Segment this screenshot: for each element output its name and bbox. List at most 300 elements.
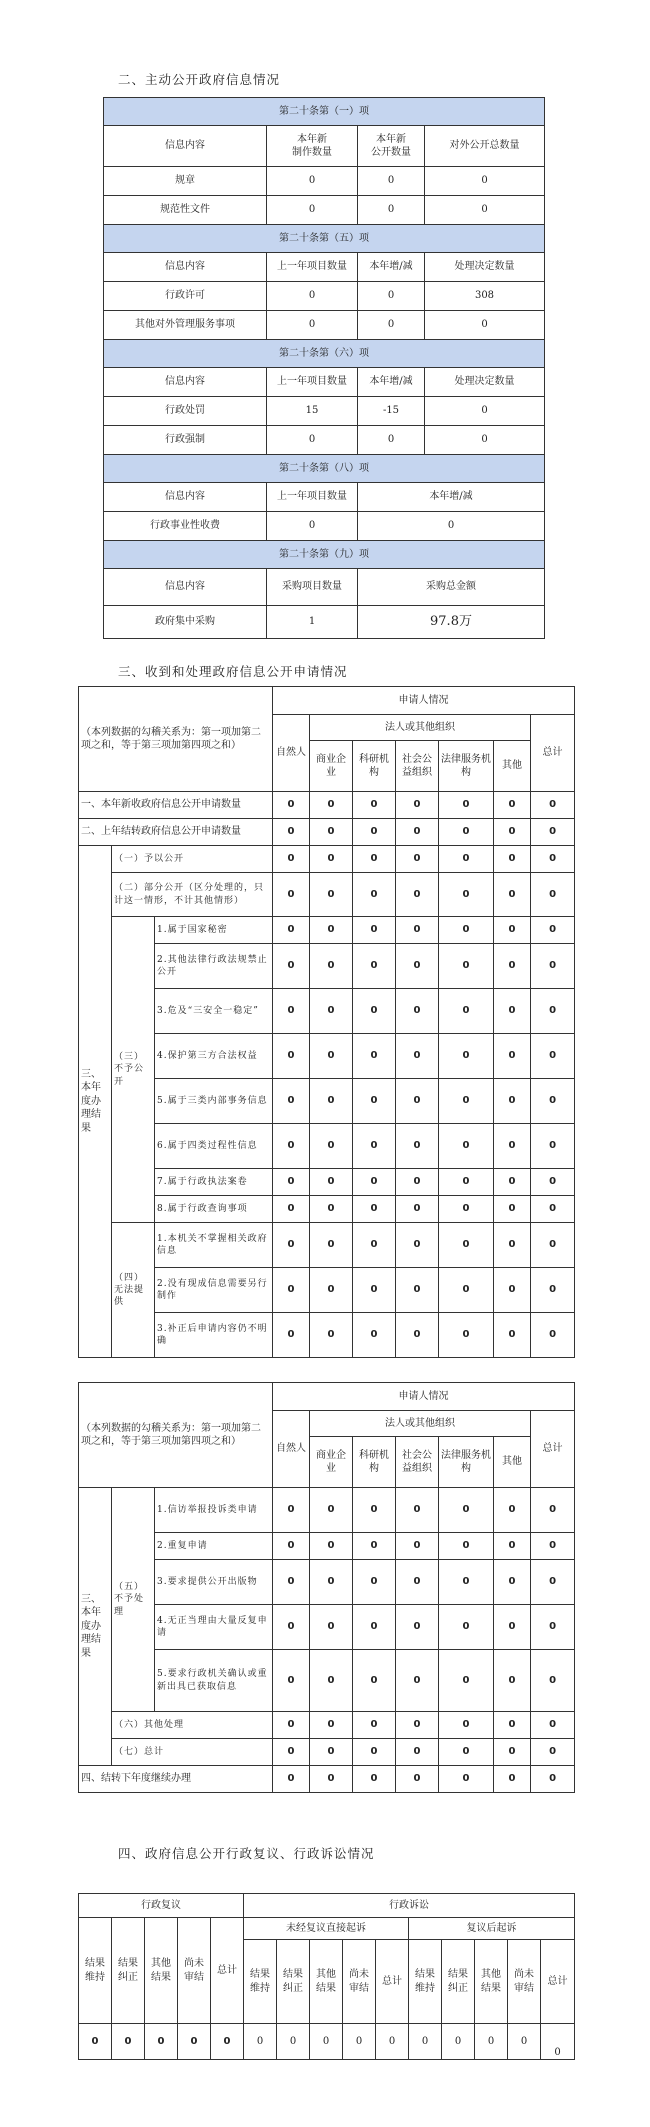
row-label: 6.属于四类过程性信息 xyxy=(155,1124,273,1169)
row-label-carry: 二、上年结转政府信息公开申请数量 xyxy=(79,819,273,846)
value: 0 xyxy=(396,1124,439,1169)
value: 0 xyxy=(531,1079,575,1124)
total-header: 总计 xyxy=(531,715,575,792)
cell: 行政强制 xyxy=(104,426,267,455)
value: 0 xyxy=(396,1034,439,1079)
value: 0 xyxy=(310,873,353,917)
row-label: 1.属于国家秘密 xyxy=(155,917,273,944)
value: 0 xyxy=(494,1533,531,1560)
value: 0 xyxy=(531,846,575,873)
value: 0 xyxy=(508,2024,541,2060)
row-label: （六）其他处理 xyxy=(112,1712,273,1739)
value: 0 xyxy=(475,2024,508,2060)
block-heading: 第二十条第（九）项 xyxy=(104,541,545,569)
value: 0 xyxy=(531,819,575,846)
value: 0 xyxy=(353,1223,396,1268)
value: 0 xyxy=(494,1196,531,1223)
value: 0 xyxy=(273,1223,310,1268)
org-col-header: 社会公益组织 xyxy=(396,741,439,792)
col-header: 结果维持 xyxy=(79,1918,112,2024)
cell: 97.8万 xyxy=(358,606,545,639)
col-header: 结果维持 xyxy=(409,1940,442,2024)
value: 0 xyxy=(273,1196,310,1223)
value: 0 xyxy=(531,1650,575,1712)
value: 0 xyxy=(396,917,439,944)
cell: 规章 xyxy=(104,167,267,196)
value: 0 xyxy=(310,1650,353,1712)
value: 0 xyxy=(273,944,310,989)
value: 0 xyxy=(396,1605,439,1650)
value: 0 xyxy=(310,1268,353,1313)
org-col-header: 其他 xyxy=(494,1437,531,1488)
col-header: 本年新 公开数量 xyxy=(358,126,425,167)
value: 0 xyxy=(494,1766,531,1793)
value: 0 xyxy=(439,1560,494,1605)
value: 0 xyxy=(494,1268,531,1313)
application-table-part1 xyxy=(78,686,575,1358)
result-label: 三、本年度办理结果 xyxy=(79,1488,112,1766)
value: 0 xyxy=(273,1533,310,1560)
value: 0 xyxy=(396,1739,439,1766)
col-header: 总计 xyxy=(376,1940,409,2024)
col-header: 结果维持 xyxy=(244,1940,277,2024)
cell: 政府集中采购 xyxy=(104,606,267,639)
active-disclosure-table xyxy=(103,97,545,639)
corner-note: （本列数据的勾稽关系为：第一项加第二项之和，等于第三项加第四项之和） xyxy=(79,1383,273,1488)
group-label: （四）无法提供 xyxy=(112,1223,155,1358)
value: 0 xyxy=(396,1650,439,1712)
value: 0 xyxy=(273,1605,310,1650)
value: 0 xyxy=(145,2024,178,2060)
value: 0 xyxy=(409,2024,442,2060)
org-col-header: 科研机构 xyxy=(353,741,396,792)
value: 0 xyxy=(494,1034,531,1079)
cell: 0 xyxy=(358,512,545,541)
value: 0 xyxy=(396,989,439,1034)
value: 0 xyxy=(494,1712,531,1739)
value: 0 xyxy=(353,1560,396,1605)
value: 0 xyxy=(310,989,353,1034)
value: 0 xyxy=(310,1560,353,1605)
value: 0 xyxy=(353,1605,396,1650)
value: 0 xyxy=(494,1079,531,1124)
value: 0 xyxy=(439,1223,494,1268)
value: 0 xyxy=(396,1533,439,1560)
value: 0 xyxy=(353,792,396,819)
value: 0 xyxy=(273,1079,310,1124)
org-heading: 法人或其他组织 xyxy=(310,1411,531,1437)
value: 0 xyxy=(494,1560,531,1605)
cell: 0 xyxy=(267,282,358,311)
col-header: 其他结果 xyxy=(310,1940,343,2024)
value: 0 xyxy=(310,1313,353,1358)
cell: 0 xyxy=(425,196,545,225)
value: 0 xyxy=(310,1766,353,1793)
value: 0 xyxy=(439,1079,494,1124)
value: 0 xyxy=(273,1488,310,1533)
applicant-heading: 申请人情况 xyxy=(273,687,575,715)
cell: 行政许可 xyxy=(104,282,267,311)
col-header: 其他结果 xyxy=(475,1940,508,2024)
value: 0 xyxy=(353,873,396,917)
value: 0 xyxy=(353,846,396,873)
value: 0 xyxy=(396,1488,439,1533)
row-label: 1.本机关不掌握相关政府信息 xyxy=(155,1223,273,1268)
review-heading: 行政复议 xyxy=(79,1894,244,1918)
value: 0 xyxy=(273,1313,310,1358)
value: 0 xyxy=(531,989,575,1034)
value: 0 xyxy=(439,1196,494,1223)
col-header: 信息内容 xyxy=(104,569,267,606)
value: 0 xyxy=(396,1268,439,1313)
value: 0 xyxy=(531,873,575,917)
cell: 其他对外管理服务事项 xyxy=(104,311,267,340)
value: 0 xyxy=(310,1712,353,1739)
value: 0 xyxy=(396,1766,439,1793)
value: 0 xyxy=(531,944,575,989)
value: 0 xyxy=(439,792,494,819)
value: 0 xyxy=(494,1739,531,1766)
row-label: 1.信访举报投诉类申请 xyxy=(155,1488,273,1533)
col-header: 尚未审结 xyxy=(508,1940,541,2024)
value: 0 xyxy=(310,792,353,819)
value: 0 xyxy=(442,2024,475,2060)
row-label-next: 四、结转下年度继续办理 xyxy=(79,1766,273,1793)
value: 0 xyxy=(439,1650,494,1712)
value: 0 xyxy=(531,1605,575,1650)
col-header: 上一年项目数量 xyxy=(267,368,358,397)
cell: -15 xyxy=(358,397,425,426)
value: 0 xyxy=(439,1533,494,1560)
org-col-header: 法律服务机构 xyxy=(439,741,494,792)
value: 0 xyxy=(310,1079,353,1124)
col-header: 信息内容 xyxy=(104,483,267,512)
value: 0 xyxy=(273,1712,310,1739)
value: 0 xyxy=(494,917,531,944)
value: 0 xyxy=(310,1488,353,1533)
value: 0 xyxy=(273,819,310,846)
value: 0 xyxy=(273,1560,310,1605)
value: 0 xyxy=(310,1196,353,1223)
value: 0 xyxy=(273,1650,310,1712)
row-label: （七）总计 xyxy=(112,1739,273,1766)
value: 0 xyxy=(439,1124,494,1169)
value: 0 xyxy=(439,846,494,873)
section-3-title: 三、收到和处理政府信息公开申请情况 xyxy=(118,664,348,679)
value: 0 xyxy=(396,792,439,819)
value: 0 xyxy=(353,1739,396,1766)
value: 0 xyxy=(310,1605,353,1650)
value: 0 xyxy=(439,1488,494,1533)
value: 0 xyxy=(112,2024,145,2060)
value: 0 xyxy=(531,1533,575,1560)
value: 0 xyxy=(494,1169,531,1196)
row-label: 5.要求行政机关确认或重新出具已获取信息 xyxy=(155,1650,273,1712)
value: 0 xyxy=(273,917,310,944)
col-header: 上一年项目数量 xyxy=(267,483,358,512)
litigation-heading: 行政诉讼 xyxy=(244,1894,575,1918)
value: 0 xyxy=(439,873,494,917)
org-col-header: 社会公益组织 xyxy=(396,1437,439,1488)
col-header: 信息内容 xyxy=(104,253,267,282)
direct-heading: 未经复议直接起诉 xyxy=(244,1918,409,1940)
value: 0 xyxy=(494,989,531,1034)
group-label: （五）不予处理 xyxy=(112,1488,155,1712)
value: 0 xyxy=(310,1223,353,1268)
section-2-title: 二、主动公开政府信息情况 xyxy=(118,72,281,87)
value: 0 xyxy=(494,1313,531,1358)
value: 0 xyxy=(273,846,310,873)
col-header: 尚未审结 xyxy=(343,1940,376,2024)
value: 0 xyxy=(310,1739,353,1766)
row-label: 5.属于三类内部事务信息 xyxy=(155,1079,273,1124)
value: 0 xyxy=(531,792,575,819)
value: 0 xyxy=(531,1034,575,1079)
value: 0 xyxy=(439,819,494,846)
natural-person-header: 自然人 xyxy=(273,1411,310,1488)
cell: 15 xyxy=(267,397,358,426)
value: 0 xyxy=(494,1605,531,1650)
application-table-part2 xyxy=(78,1382,575,1793)
cell: 0 xyxy=(425,311,545,340)
org-heading: 法人或其他组织 xyxy=(310,715,531,741)
block-heading: 第二十条第（一）项 xyxy=(104,98,545,126)
col-header: 上一年项目数量 xyxy=(267,253,358,282)
value: 0 xyxy=(273,1169,310,1196)
value: 0 xyxy=(531,1169,575,1196)
org-col-header: 商业企业 xyxy=(310,741,353,792)
cell: 0 xyxy=(425,397,545,426)
value: 0 xyxy=(353,1650,396,1712)
value: 0 xyxy=(494,944,531,989)
block-heading: 第二十条第（六）项 xyxy=(104,340,545,368)
value: 0 xyxy=(396,1223,439,1268)
cell: 0 xyxy=(267,426,358,455)
value: 0 xyxy=(439,1766,494,1793)
row-label: 2.没有现成信息需要另行制作 xyxy=(155,1268,273,1313)
value: 0 xyxy=(353,917,396,944)
value: 0 xyxy=(353,1313,396,1358)
row-label: 8.属于行政查询事项 xyxy=(155,1196,273,1223)
value: 0 xyxy=(531,1268,575,1313)
row-label-new: 一、本年新收政府信息公开申请数量 xyxy=(79,792,273,819)
applicant-heading: 申请人情况 xyxy=(273,1383,575,1411)
value: 0 xyxy=(310,1124,353,1169)
value: 0 xyxy=(244,2024,277,2060)
col-header: 结果纠正 xyxy=(442,1940,475,2024)
value: 0 xyxy=(439,917,494,944)
row-label: 2.其他法律行政法规禁止公开 xyxy=(155,944,273,989)
cell: 0 xyxy=(358,282,425,311)
corner-note: （本列数据的勾稽关系为：第一项加第二项之和，等于第三项加第四项之和） xyxy=(79,687,273,792)
value: 0 xyxy=(439,1169,494,1196)
col-header: 对外公开总数量 xyxy=(425,126,545,167)
value: 0 xyxy=(273,1268,310,1313)
value: 0 xyxy=(273,873,310,917)
value: 0 xyxy=(396,819,439,846)
cell: 0 xyxy=(425,167,545,196)
value: 0 xyxy=(396,944,439,989)
value: 0 xyxy=(494,873,531,917)
value: 0 xyxy=(494,1650,531,1712)
value: 0 xyxy=(310,1169,353,1196)
after-heading: 复议后起诉 xyxy=(409,1918,575,1940)
value: 0 xyxy=(541,2024,575,2060)
value: 0 xyxy=(439,1313,494,1358)
total-header: 总计 xyxy=(531,1411,575,1488)
value: 0 xyxy=(439,989,494,1034)
col-header: 采购总金额 xyxy=(358,569,545,606)
value: 0 xyxy=(531,917,575,944)
value: 0 xyxy=(353,1079,396,1124)
value: 0 xyxy=(494,1488,531,1533)
value: 0 xyxy=(211,2024,244,2060)
col-header: 本年增/减 xyxy=(358,368,425,397)
value: 0 xyxy=(439,1605,494,1650)
value: 0 xyxy=(79,2024,112,2060)
value: 0 xyxy=(178,2024,211,2060)
value: 0 xyxy=(376,2024,409,2060)
cell: 0 xyxy=(267,196,358,225)
value: 0 xyxy=(353,1124,396,1169)
value: 0 xyxy=(353,1766,396,1793)
value: 0 xyxy=(310,819,353,846)
cell: 规范性文件 xyxy=(104,196,267,225)
value: 0 xyxy=(396,1169,439,1196)
col-header: 采购项目数量 xyxy=(267,569,358,606)
review-litigation-table xyxy=(78,1893,575,2060)
value: 0 xyxy=(273,989,310,1034)
block-heading: 第二十条第（八）项 xyxy=(104,455,545,483)
value: 0 xyxy=(396,873,439,917)
value: 0 xyxy=(531,1766,575,1793)
row-label: 7.属于行政执法案卷 xyxy=(155,1169,273,1196)
value: 0 xyxy=(310,917,353,944)
value: 0 xyxy=(494,819,531,846)
value: 0 xyxy=(531,1124,575,1169)
value: 0 xyxy=(343,2024,376,2060)
org-col-header: 商业企业 xyxy=(310,1437,353,1488)
value: 0 xyxy=(310,1034,353,1079)
value: 0 xyxy=(494,846,531,873)
row-label: 2.重复申请 xyxy=(155,1533,273,1560)
value: 0 xyxy=(531,1313,575,1358)
cell: 0 xyxy=(358,167,425,196)
result-label: 三、本年度办理结果 xyxy=(79,846,112,1358)
value: 0 xyxy=(396,846,439,873)
value: 0 xyxy=(273,1124,310,1169)
value: 0 xyxy=(353,1169,396,1196)
cell: 行政事业性收费 xyxy=(104,512,267,541)
cell: 0 xyxy=(267,512,358,541)
org-col-header: 其他 xyxy=(494,741,531,792)
row-label: （二）部分公开（区分处理的，只计这一情形，不计其他情形） xyxy=(112,873,273,917)
org-col-header: 科研机构 xyxy=(353,1437,396,1488)
value: 0 xyxy=(273,1766,310,1793)
cell: 0 xyxy=(425,426,545,455)
cell: 0 xyxy=(358,196,425,225)
value: 0 xyxy=(396,1079,439,1124)
value: 0 xyxy=(396,1560,439,1605)
cell: 行政处罚 xyxy=(104,397,267,426)
col-header: 总计 xyxy=(211,1918,244,2024)
row-label: 3.危及“三安全一稳定” xyxy=(155,989,273,1034)
block-heading: 第二十条第（五）项 xyxy=(104,225,545,253)
value: 0 xyxy=(273,1739,310,1766)
col-header: 信息内容 xyxy=(104,368,267,397)
value: 0 xyxy=(531,1739,575,1766)
value: 0 xyxy=(277,2024,310,2060)
col-header: 处理决定数量 xyxy=(425,368,545,397)
value: 0 xyxy=(273,1034,310,1079)
cell: 0 xyxy=(267,167,358,196)
value: 0 xyxy=(353,1712,396,1739)
value: 0 xyxy=(494,792,531,819)
value: 0 xyxy=(439,1712,494,1739)
row-label: 4.无正当理由大量反复申请 xyxy=(155,1605,273,1650)
row-label: 3.补正后申请内容仍不明确 xyxy=(155,1313,273,1358)
group-label: （三）不予公开 xyxy=(112,917,155,1223)
col-header: 结果纠正 xyxy=(112,1918,145,2024)
value: 0 xyxy=(353,1196,396,1223)
value: 0 xyxy=(353,989,396,1034)
value: 0 xyxy=(439,1034,494,1079)
value: 0 xyxy=(531,1488,575,1533)
value: 0 xyxy=(396,1712,439,1739)
cell: 0 xyxy=(358,426,425,455)
value: 0 xyxy=(353,1533,396,1560)
value: 0 xyxy=(310,1533,353,1560)
col-header: 结果纠正 xyxy=(277,1940,310,2024)
value: 0 xyxy=(439,1268,494,1313)
value: 0 xyxy=(396,1313,439,1358)
value: 0 xyxy=(273,792,310,819)
value: 0 xyxy=(494,1124,531,1169)
org-col-header: 法律服务机构 xyxy=(439,1437,494,1488)
col-header: 本年增/减 xyxy=(358,253,425,282)
section-4-title: 四、政府信息公开行政复议、行政诉讼情况 xyxy=(118,1846,375,1861)
row-label: 4.保护第三方合法权益 xyxy=(155,1034,273,1079)
col-header: 本年增/减 xyxy=(358,483,545,512)
value: 0 xyxy=(353,1034,396,1079)
value: 0 xyxy=(531,1712,575,1739)
value: 0 xyxy=(439,1739,494,1766)
col-header: 其他结果 xyxy=(145,1918,178,2024)
col-header: 总计 xyxy=(541,1940,575,2024)
value: 0 xyxy=(494,1223,531,1268)
value: 0 xyxy=(310,846,353,873)
natural-person-header: 自然人 xyxy=(273,715,310,792)
col-header: 本年新 制作数量 xyxy=(267,126,358,167)
col-header: 尚未审结 xyxy=(178,1918,211,2024)
row-label: 3.要求提供公开出版物 xyxy=(155,1560,273,1605)
value: 0 xyxy=(396,1196,439,1223)
value: 0 xyxy=(353,1488,396,1533)
col-header: 处理决定数量 xyxy=(425,253,545,282)
cell: 308 xyxy=(425,282,545,311)
value: 0 xyxy=(439,944,494,989)
cell: 1 xyxy=(267,606,358,639)
value: 0 xyxy=(531,1560,575,1605)
value: 0 xyxy=(353,819,396,846)
value: 0 xyxy=(531,1223,575,1268)
value: 0 xyxy=(353,1268,396,1313)
value: 0 xyxy=(310,2024,343,2060)
cell: 0 xyxy=(267,311,358,340)
value: 0 xyxy=(353,944,396,989)
value: 0 xyxy=(310,944,353,989)
col-header: 信息内容 xyxy=(104,126,267,167)
